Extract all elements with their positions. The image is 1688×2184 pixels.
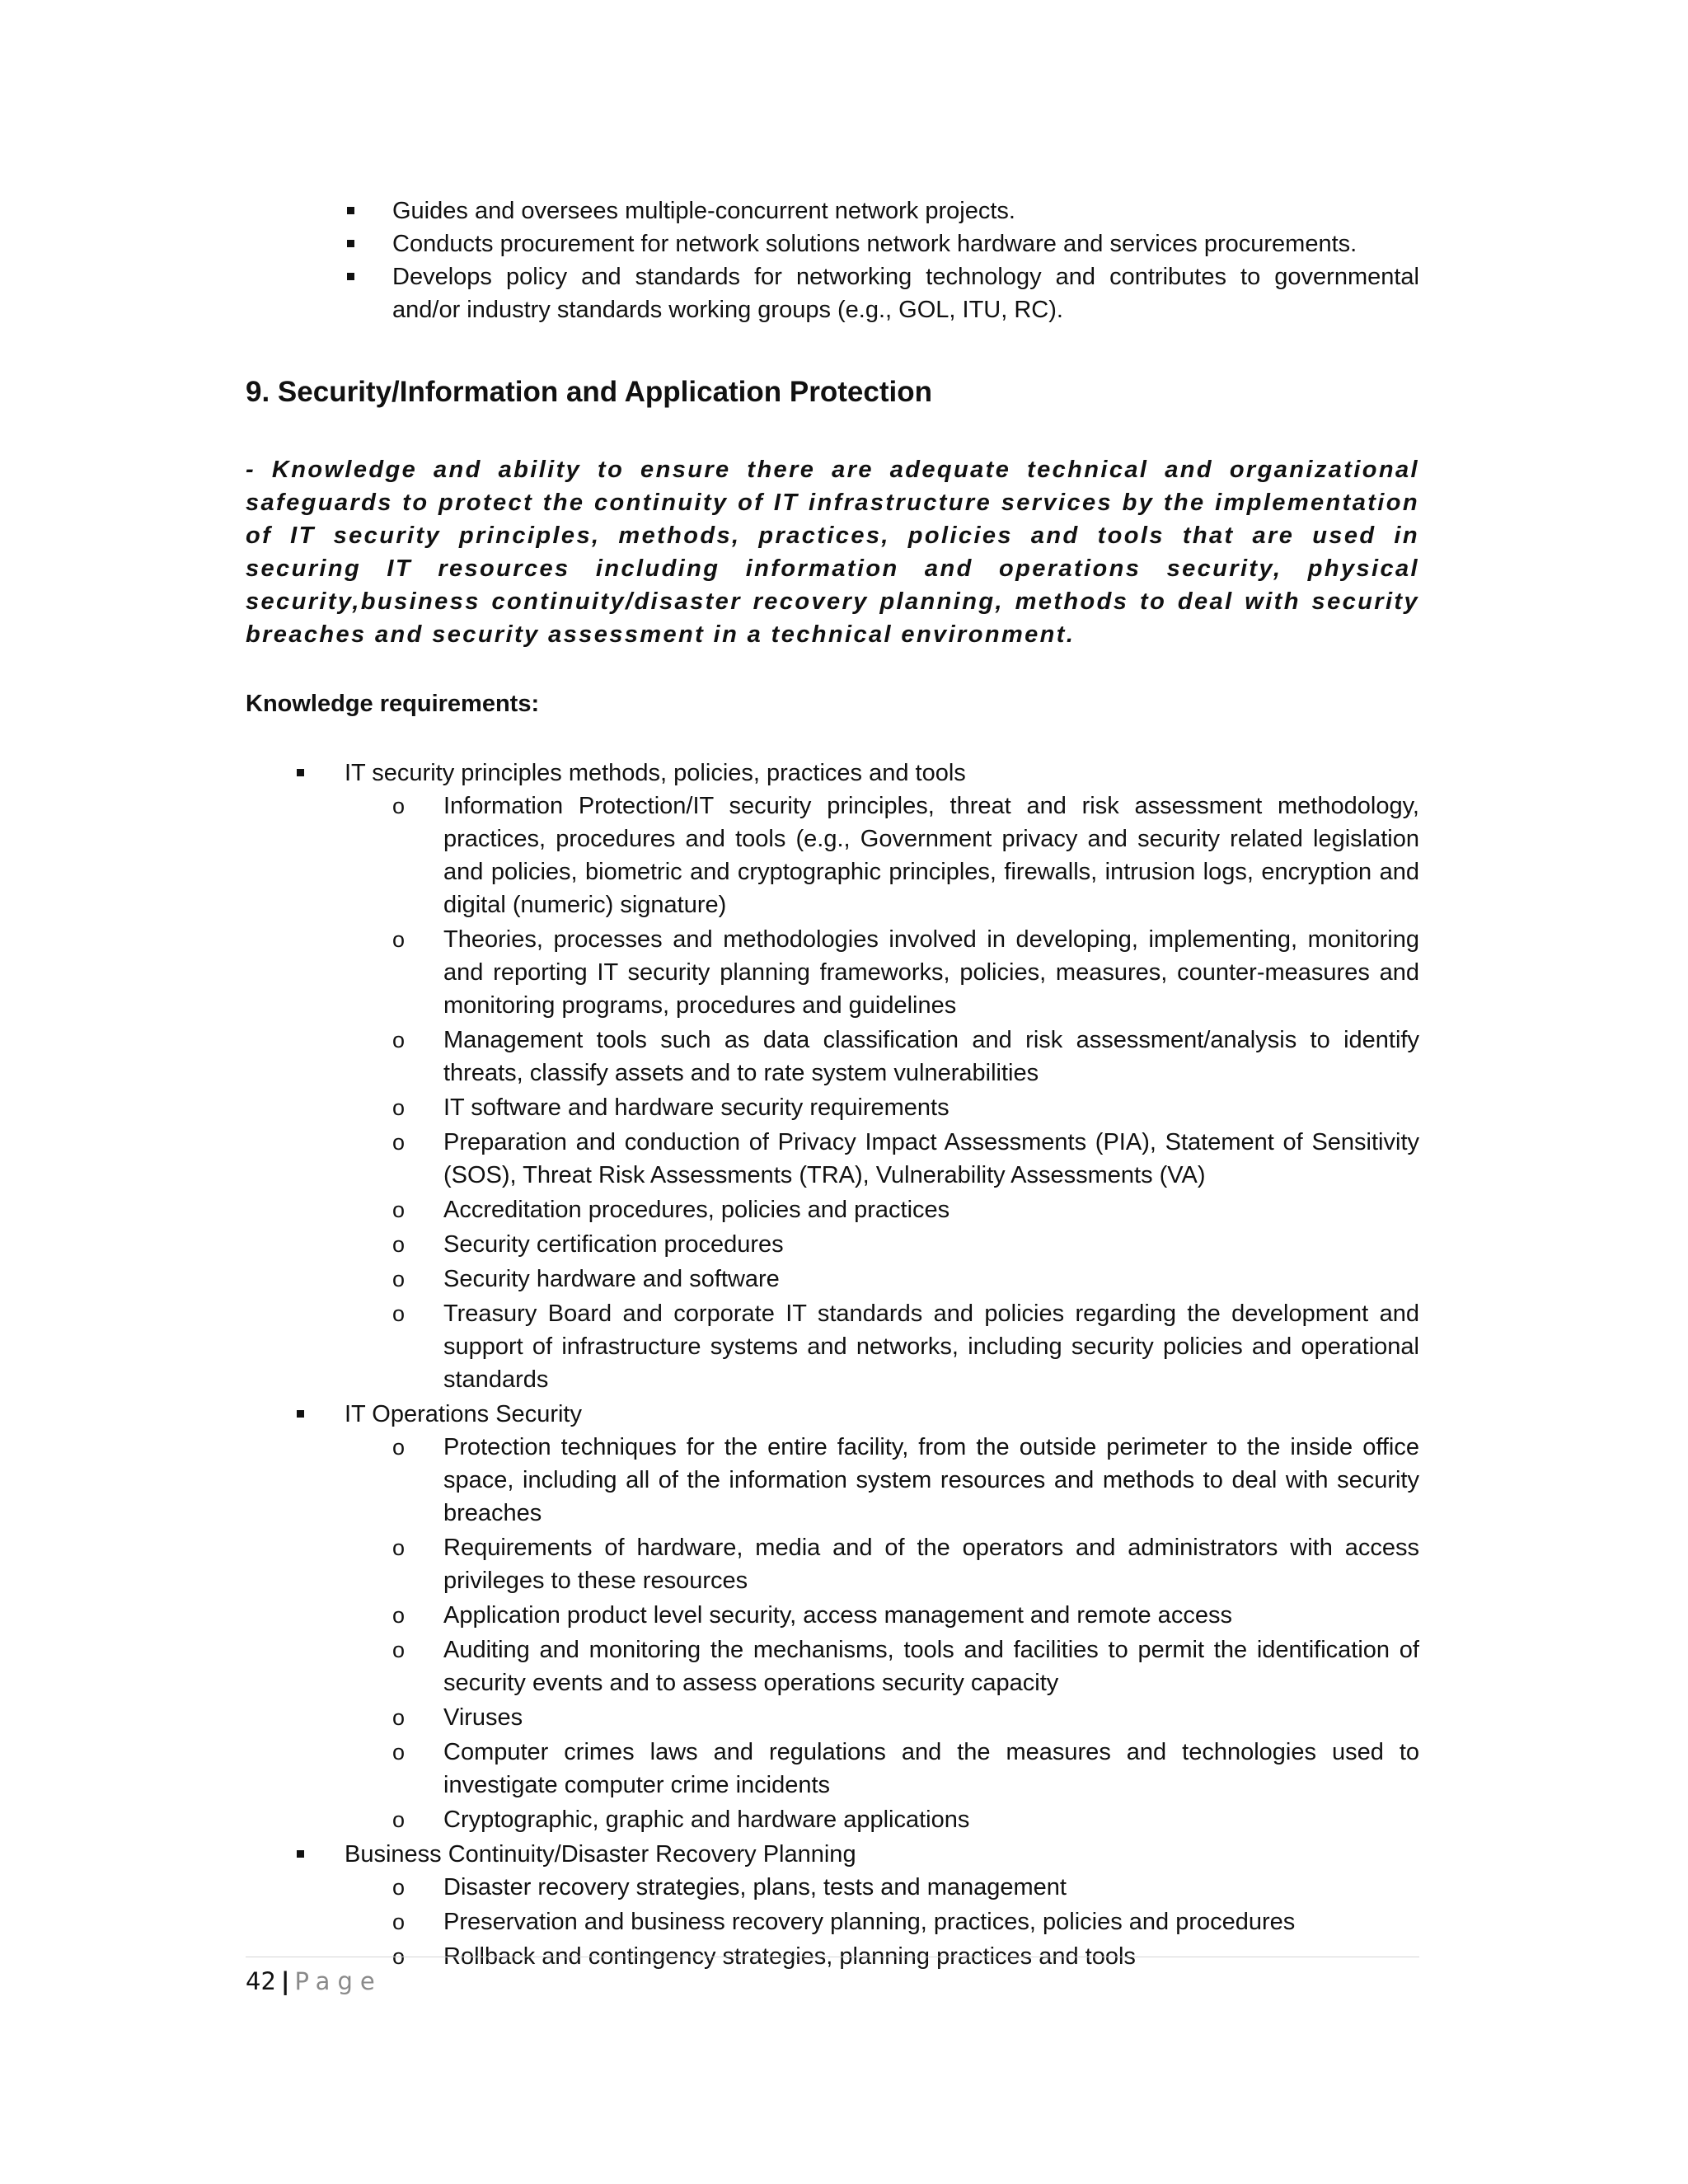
sub-list-item: o Theories, processes and methodologies involved in developing, implementing, monitoring and reporting IT security planning frameworks, policies, measures, counter-measures and monitoring programs, procedures and guidelines <box>443 923 1419 1024</box>
circle-bullet-icon: o <box>392 1301 406 1326</box>
section-heading: 9. Security/Information and Application Protection <box>246 376 932 408</box>
circle-bullet-icon: o <box>392 1197 406 1222</box>
circle-bullet-icon: o <box>392 1267 406 1291</box>
sub-list-item: o Management tools such as data classification and risk assessment/analysis to identify threats, classify assets and to rate system vulnerabilities <box>443 1024 1419 1091</box>
circle-bullet-icon: o <box>392 1807 406 1832</box>
circle-bullet-icon: o <box>392 1910 406 1934</box>
sub-list-item: o Information Protection/IT security principles, threat and risk assessment methodology, practices, procedures and tools (e.g., Government privacy and security related legislation and policies, biometric and cryptographic principles, firewalls, intrusion logs, encryption and digital (numeric) signature) <box>443 790 1419 923</box>
sub-list-item: o Auditing and monitoring the mechanisms, tools and facilities to permit the identification of security events and to assess operations security capacity <box>443 1633 1419 1701</box>
requirement-group-operations-security <box>345 1398 1419 1838</box>
circle-bullet-icon: o <box>392 1944 406 1969</box>
sub-list-item: o Preservation and business recovery planning, practices, policies and procedures <box>443 1905 1419 1940</box>
sub-list-item: o Security certification procedures <box>443 1228 1419 1263</box>
sub-list-item: o Application product level security, access management and remote access <box>443 1599 1419 1633</box>
circle-bullet-icon: o <box>392 1130 406 1155</box>
sub-list-item: o Protection techniques for the entire facility, from the outside perimeter to the inside office space, including all of the information system resources and methods to deal with security breaches <box>443 1431 1419 1531</box>
sub-list-item: o Accreditation procedures, policies and practices <box>443 1193 1419 1228</box>
knowledge-requirements-list <box>246 757 1419 1975</box>
circle-bullet-icon: o <box>392 1095 406 1120</box>
circle-bullet-icon: o <box>392 1603 406 1628</box>
list-item: Develops policy and standards for networking technology and contributes to governmental and/or industry standards working groups (e.g., GOL, ITU, RC). <box>392 260 1419 326</box>
requirement-group-label: IT Operations Security <box>345 1401 582 1427</box>
circle-bullet-icon: o <box>392 1232 406 1257</box>
circle-bullet-icon: o <box>392 1875 406 1900</box>
footer-separator: | <box>280 1967 290 1995</box>
page-content <box>246 194 1419 1975</box>
list-item: Conducts procurement for network solutions network hardware and services procurements. <box>392 227 1419 260</box>
requirement-group-label: Business Continuity/Disaster Recovery Planning <box>345 1841 856 1868</box>
circle-bullet-icon: o <box>392 1028 406 1052</box>
square-bullet-icon <box>347 240 354 247</box>
circle-bullet-icon: o <box>392 1535 406 1560</box>
sub-list-item: o Cryptographic, graphic and hardware applications <box>443 1803 1419 1838</box>
sub-list-item: o Preparation and conduction of Privacy Impact Assessments (PIA), Statement of Sensitivity (SOS), Threat Risk Assessments (TRA), Vulnerability Assessments (VA) <box>443 1126 1419 1193</box>
sub-list-item: o Requirements of hardware, media and of the operators and administrators with access privileges to these resources <box>443 1531 1419 1599</box>
requirement-group-label: IT security principles methods, policies, practices and tools <box>345 760 966 786</box>
requirement-group-it-security <box>345 757 1419 1398</box>
circle-bullet-icon: o <box>392 1705 406 1730</box>
page-label: Page <box>294 1967 382 1995</box>
sub-list-item: o Computer crimes laws and regulations and the measures and technologies used to investigate computer crime incidents <box>443 1736 1419 1803</box>
network-duties-list <box>246 194 1419 326</box>
square-bullet-icon <box>297 769 304 776</box>
sub-list-item: o Rollback and contingency strategies, planning practices and tools <box>443 1940 1419 1975</box>
circle-bullet-icon: o <box>392 1435 406 1460</box>
sub-list-item: o Disaster recovery strategies, plans, tests and management <box>443 1871 1419 1905</box>
sub-list-item: o Treasury Board and corporate IT standards and policies regarding the development and support of infrastructure systems and networks, including security policies and operational standards <box>443 1297 1419 1398</box>
knowledge-requirements-heading: Knowledge requirements: <box>246 691 540 717</box>
square-bullet-icon <box>347 273 354 280</box>
circle-bullet-icon: o <box>392 1740 406 1765</box>
requirement-group-business-continuity <box>345 1838 1419 1975</box>
sub-list-item: o Security hardware and software <box>443 1263 1419 1297</box>
circle-bullet-icon: o <box>392 794 406 818</box>
square-bullet-icon <box>297 1410 304 1418</box>
competency-description: - Knowledge and ability to ensure there are adequate technical and organizational safeguards to protect the continuity of IT infrastructure services by the implementation of IT security principles, methods, practices, policies and tools that are used in securing IT resources including information and operations security, physical security,business continuity/disaster recovery planning, methods to deal with security breaches and security assessment in a technical environment. <box>246 457 1419 648</box>
list-item: Guides and oversees multiple-concurrent network projects. <box>392 194 1419 227</box>
square-bullet-icon <box>297 1850 304 1858</box>
sub-list-item: o Viruses <box>443 1701 1419 1736</box>
sub-list <box>345 1871 1419 1975</box>
sub-list <box>345 1431 1419 1838</box>
page-number: 42 <box>246 1967 276 1995</box>
sub-list <box>345 790 1419 1398</box>
circle-bullet-icon: o <box>392 1638 406 1662</box>
circle-bullet-icon: o <box>392 927 406 952</box>
square-bullet-icon <box>347 207 354 214</box>
sub-list-item: o IT software and hardware security requirements <box>443 1091 1419 1126</box>
page-footer <box>246 1965 382 1998</box>
